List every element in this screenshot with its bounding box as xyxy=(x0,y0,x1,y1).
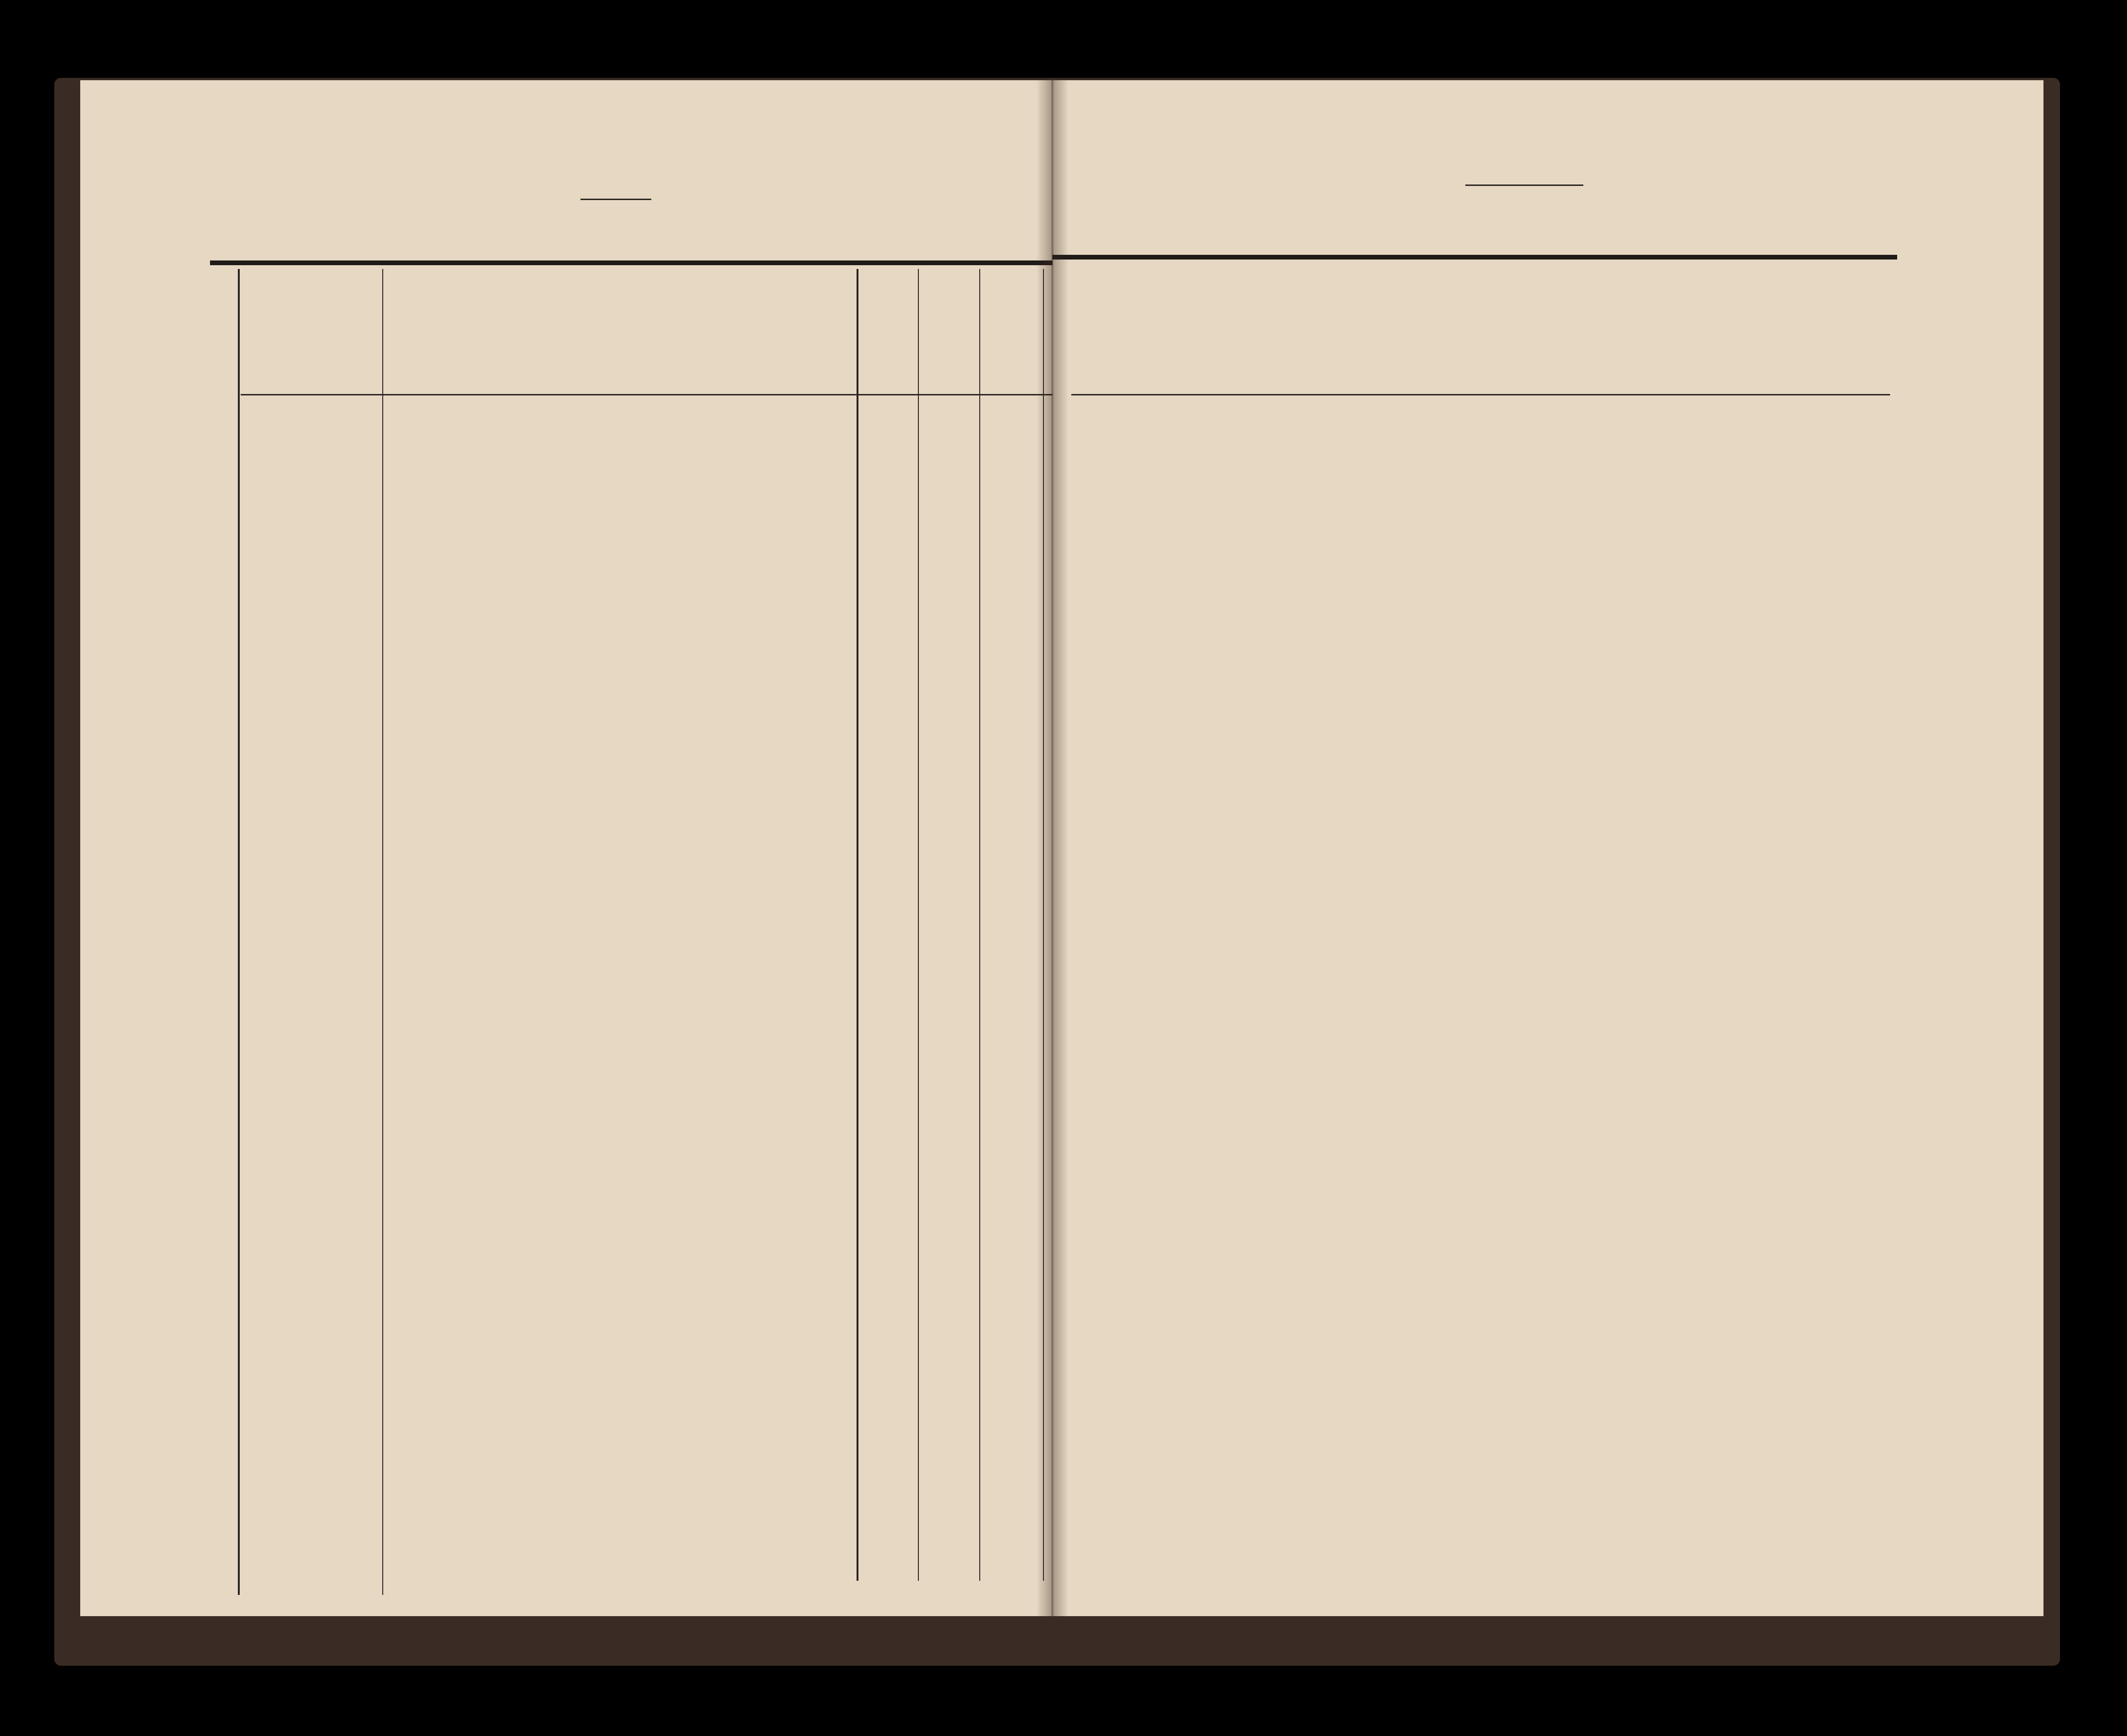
column-rule xyxy=(918,269,919,1581)
right-page xyxy=(1052,80,2043,1616)
column-rule xyxy=(979,269,980,1581)
book-gutter xyxy=(1036,80,1068,1616)
column-rule xyxy=(857,269,858,1581)
page-number-right xyxy=(1465,182,1583,186)
column-rule xyxy=(238,269,240,1595)
table-header-rule-left xyxy=(241,394,1052,395)
table-header-rule-right xyxy=(1071,394,1890,395)
page-number-left xyxy=(580,196,651,200)
left-page xyxy=(80,80,1052,1616)
table-top-rule-right xyxy=(1052,255,1897,260)
column-rule xyxy=(382,269,383,1595)
table-top-rule-left xyxy=(210,260,1055,265)
